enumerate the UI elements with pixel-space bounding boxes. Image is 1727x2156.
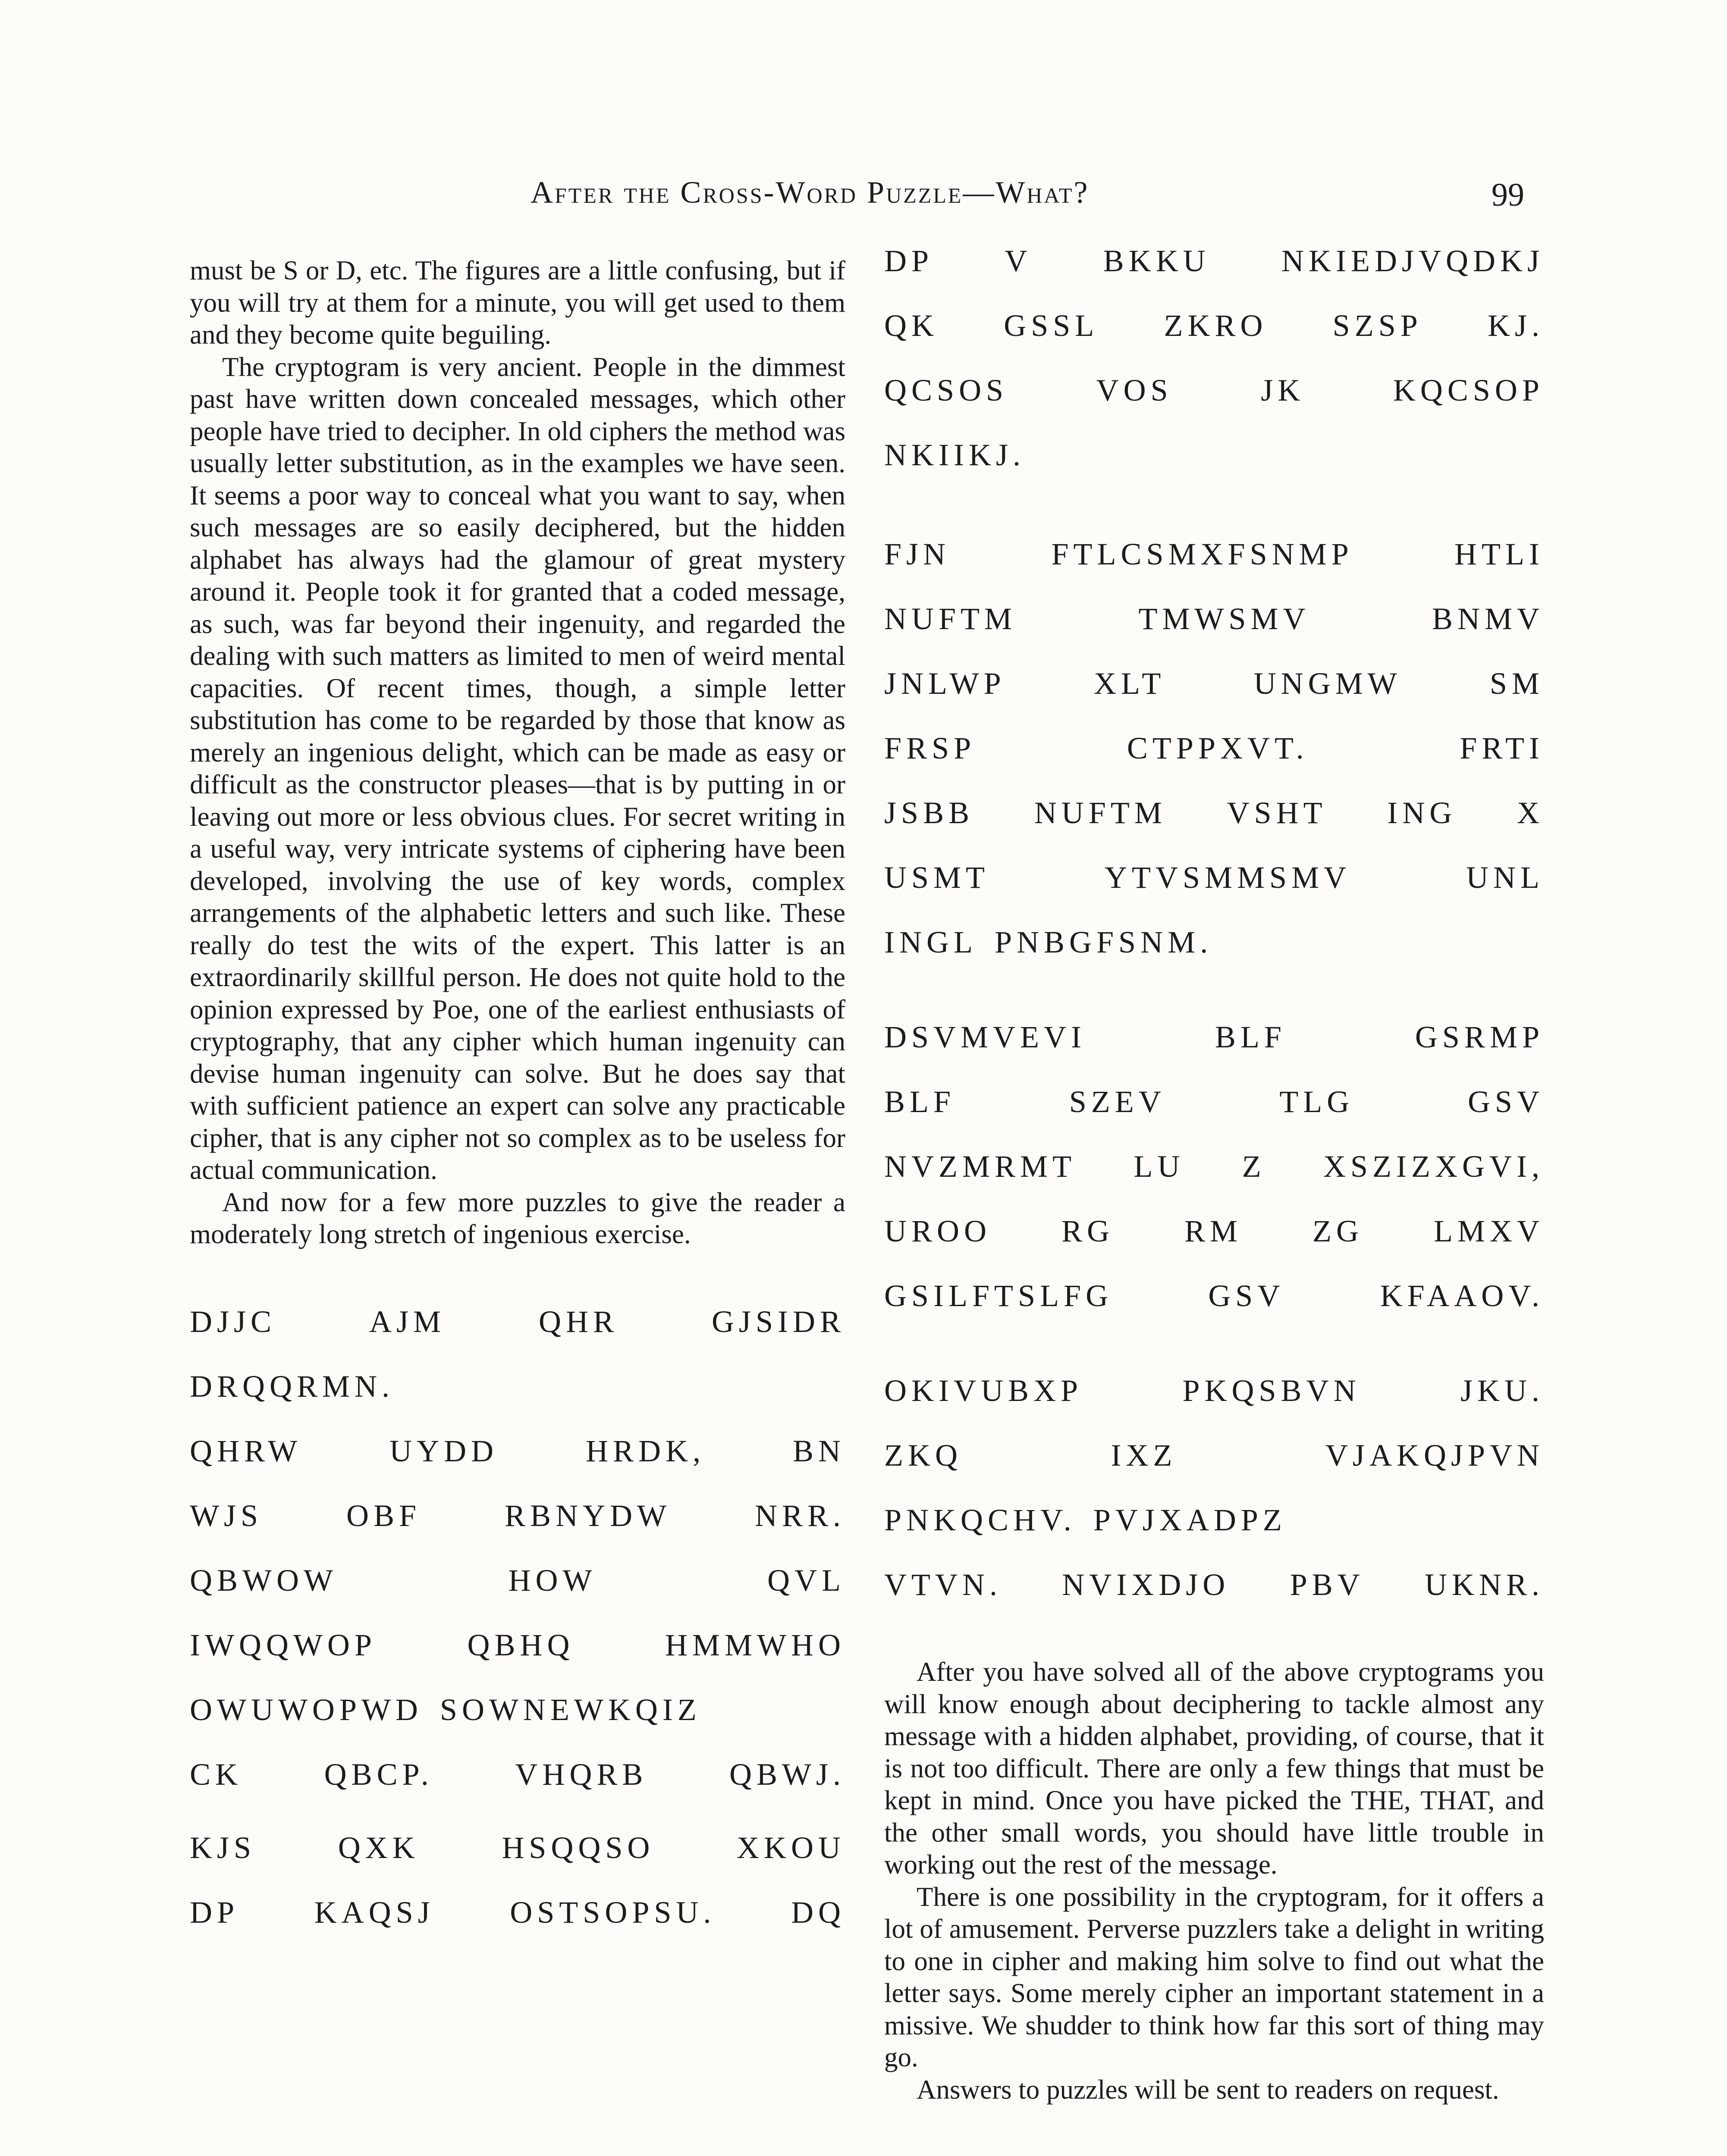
cipher-group: HOW: [508, 1563, 597, 1598]
cipher-group: QBHQ: [467, 1627, 575, 1662]
cipher-line: [884, 241, 1544, 306]
cipher-group: ZKRO: [1164, 308, 1268, 343]
cipher-group: GSSL: [1004, 308, 1099, 343]
cipher-line: [884, 1018, 1544, 1082]
cipher-line: [884, 1082, 1544, 1147]
cipher-group: NVZMRMT: [884, 1149, 1077, 1184]
cipher-line: [190, 1496, 845, 1561]
cipher-group: FTLCSMXFSNMP: [1051, 537, 1353, 571]
cipher-line: [884, 436, 1544, 500]
cipher-group: JK: [1261, 373, 1305, 407]
cipher-group: ZG: [1313, 1214, 1363, 1248]
cryptogram: [884, 535, 1544, 987]
paragraph: And now for a few more puzzles to give the reader a moderately long stretch of ingenious exercise.: [190, 1187, 845, 1249]
right-prose: [884, 1656, 1544, 2106]
cipher-group: BLF: [884, 1084, 956, 1119]
cipher-group: VOS: [1096, 373, 1173, 407]
cipher-group: VSHT: [1227, 796, 1327, 830]
cipher-line: [190, 1893, 845, 1958]
cipher-group: RG: [1061, 1214, 1115, 1248]
cipher-group: XKOU: [737, 1830, 845, 1865]
cipher-group: SOWNEWKQIZ: [440, 1692, 701, 1727]
cryptogram: [190, 1828, 845, 1958]
cipher-group: SZSP: [1332, 308, 1422, 343]
cipher-line: [190, 1690, 845, 1755]
paragraph: There is one possibility in the cryptogram, for it offers a lot of amusement. Perverse puzzlers take a delight in writing to one in cipher and making him solve to find out what the letter says. Some merely cipher an important statement in a missive. We shudder to think how far this sort of thing may go.: [884, 1881, 1544, 2072]
cipher-group: ZKQ: [884, 1438, 962, 1473]
cipher-group: OWUWOPWD: [190, 1692, 423, 1727]
cipher-line: [884, 1565, 1544, 1630]
cipher-group: HMMWHO: [665, 1627, 845, 1662]
cipher-line: [190, 1626, 845, 1690]
cipher-group: KJ.: [1487, 308, 1544, 343]
cipher-group: V: [1005, 244, 1032, 278]
cipher-line: [190, 1302, 845, 1367]
cipher-group: NKIIKJ.: [884, 438, 1025, 472]
cipher-group: IXZ: [1111, 1438, 1177, 1473]
cipher-line: [884, 729, 1544, 793]
cipher-group: SM: [1489, 666, 1544, 701]
cipher-group: XLT: [1093, 666, 1166, 701]
cipher-group: QHRW: [190, 1433, 302, 1468]
cipher-group: FRSP: [884, 731, 976, 765]
cipher-group: VJAKQJPVN: [1325, 1438, 1544, 1473]
cipher-group: IWQQWOP: [190, 1627, 377, 1662]
cipher-group: QCSOS: [884, 373, 1008, 407]
cipher-group: DSVMVEVI: [884, 1020, 1086, 1054]
cipher-group: BN: [792, 1433, 845, 1468]
cipher-group: CK: [190, 1757, 243, 1792]
cipher-group: UYDD: [389, 1433, 498, 1468]
cipher-group: LMXV: [1433, 1214, 1544, 1248]
cipher-group: XSZIZXGVI,: [1323, 1149, 1544, 1184]
cipher-group: GSILFTSLFG: [884, 1279, 1113, 1313]
cipher-group: QBWJ.: [729, 1757, 845, 1792]
cipher-group: NVIXDJO: [1062, 1567, 1230, 1602]
cryptogram: [884, 241, 1544, 500]
cipher-line: [884, 1371, 1544, 1436]
cipher-group: GSV: [1208, 1279, 1285, 1313]
cipher-group: WJS: [190, 1498, 263, 1533]
cipher-group: QVL: [767, 1563, 845, 1598]
cipher-group: Z: [1242, 1149, 1266, 1184]
cipher-line: [190, 1755, 845, 1820]
cipher-line: [884, 664, 1544, 729]
cipher-group: QXK: [338, 1830, 420, 1865]
cipher-line: [884, 1147, 1544, 1212]
cryptogram: [884, 1018, 1544, 1341]
cipher-group: BNMV: [1432, 602, 1544, 636]
cipher-group: NKIEDJVQDKJ: [1281, 244, 1544, 278]
cipher-line: [884, 1501, 1544, 1565]
cipher-group: KQCSOP: [1393, 373, 1544, 407]
cipher-group: UROO: [884, 1214, 992, 1248]
cipher-group: PNKQCHV.: [884, 1503, 1076, 1537]
cipher-group: UNL: [1466, 860, 1544, 895]
cipher-line: [190, 1367, 845, 1432]
cipher-group: BLF: [1215, 1020, 1286, 1054]
cipher-group: PKQSBVN: [1182, 1373, 1361, 1408]
cipher-group: X: [1517, 796, 1544, 830]
cipher-group: TLG: [1279, 1084, 1354, 1119]
cipher-group: JKU.: [1460, 1373, 1544, 1408]
cipher-group: GJSIDR: [711, 1304, 845, 1339]
cipher-group: PVJXADPZ: [1093, 1503, 1287, 1537]
cipher-group: HTLI: [1454, 537, 1544, 571]
left-prose: [190, 254, 845, 1250]
cipher-line: [884, 371, 1544, 436]
cipher-group: JNLWP: [884, 666, 1006, 701]
page-header: [0, 175, 1727, 222]
cryptogram: [884, 1371, 1544, 1630]
cipher-group: DQ: [791, 1895, 845, 1930]
running-title: After the Cross-Word Puzzle—What?: [531, 175, 1090, 210]
cipher-group: GSRMP: [1415, 1020, 1544, 1054]
cipher-group: CTPPXVT.: [1127, 731, 1309, 765]
cipher-group: VHQRB: [515, 1757, 648, 1792]
cipher-group: DJJC: [190, 1304, 276, 1339]
cipher-group: QK: [884, 308, 939, 343]
cipher-group: PBV: [1290, 1567, 1365, 1602]
right-column: [884, 241, 1544, 2106]
cipher-group: ING: [1387, 796, 1457, 830]
cipher-group: QHR: [538, 1304, 619, 1339]
paragraph: must be S or D, etc. The figures are a little confusing, but if you will try at them for a minute, you will get used to them and they become quite beguiling.: [190, 255, 845, 350]
cipher-group: KJS: [190, 1830, 256, 1865]
cipher-group: AJM: [369, 1304, 446, 1339]
cipher-group: UNGMW: [1253, 666, 1402, 701]
cipher-group: OKIVUBXP: [884, 1373, 1083, 1408]
paragraph: The cryptogram is very ancient. People in the dimmest past have written down concealed messages, which other people have tried to decipher. In old ciphers the method was usually letter substitution, as in the examples we have seen. It seems a poor way to conceal what you want to say, when such messages are so easily deciphered, but the hidden alphabet has always had the glamour of great mystery around it. People took it for granted that a coded message, as such, was far beyond their ingenuity, and regarded the dealing with such matters as limited to men of weird mental capacities. Of recent times, though, a simple letter substitution has come to be regarded by those that know as merely an ingenious delight, which can be made as easy or difficult as the constructor pleases—that is by putting in or leaving out more or less obvious clues. For secret writing in a useful way, very intricate systems of ciphering have been developed, involving the use of key words, complex arrangements of the alphabetic letters and such like. These really do test the wits of the expert. This latter is an extraordinarily skillful person. He does not quite hold to the opinion expressed by Poe, one of the earliest enthusiasts of cryptography, that any cipher which human ingenuity can devise human ingenuity can solve. But he does say that with sufficient patience an expert can solve any practicable cipher, that is any cipher not so complex as to be useless for actual communication.: [190, 351, 845, 1185]
cipher-group: KFAAOV.: [1380, 1279, 1544, 1313]
cipher-group: BKKU: [1103, 244, 1210, 278]
paragraph: Answers to puzzles will be sent to readers on request.: [917, 2074, 1499, 2105]
cipher-group: NRR.: [754, 1498, 845, 1533]
cipher-line: [884, 599, 1544, 664]
cipher-group: RBNYDW: [505, 1498, 671, 1533]
cipher-group: OSTSOPSU.: [510, 1895, 716, 1930]
cipher-group: DP: [190, 1895, 239, 1930]
cipher-group: SZEV: [1069, 1084, 1166, 1119]
cipher-line: [884, 1212, 1544, 1276]
cipher-group: DP: [884, 244, 934, 278]
cipher-line: [884, 306, 1544, 371]
cipher-group: HSQQSO: [502, 1830, 655, 1865]
cipher-group: INGL: [884, 925, 977, 959]
cipher-group: RM: [1184, 1214, 1243, 1248]
cipher-group: FRTI: [1460, 731, 1544, 765]
cipher-group: DRQQRMN.: [190, 1369, 395, 1404]
cipher-line: [884, 1276, 1544, 1341]
cipher-group: NUFTM: [884, 602, 1017, 636]
cipher-group: OBF: [346, 1498, 421, 1533]
cipher-group: VTVN.: [884, 1567, 1002, 1602]
cipher-group: PNBGFSNM.: [994, 925, 1213, 959]
cipher-group: LU: [1134, 1149, 1185, 1184]
cipher-group: NUFTM: [1034, 796, 1167, 830]
cipher-group: TMWSMV: [1138, 602, 1310, 636]
cipher-line: [884, 535, 1544, 599]
cipher-line: [884, 923, 1544, 987]
paragraph: After you have solved all of the above cryptograms you will know enough about deciphering to tackle almost any message with a hidden alphabet, providing, of course, that it is not too difficult. There are only a few things that must be kept in mind. Once you have picked the THE, THAT, and the other small words, you should have little trouble in working out the rest of the message.: [884, 1657, 1544, 1880]
cipher-line: [884, 793, 1544, 858]
cipher-group: KAQSJ: [314, 1895, 435, 1930]
cipher-group: QBWOW: [190, 1563, 338, 1598]
cipher-group: UKNR.: [1424, 1567, 1544, 1602]
cipher-line: [190, 1828, 845, 1893]
cipher-line: [884, 858, 1544, 923]
cipher-line: [190, 1432, 845, 1496]
cipher-group: QBCP.: [324, 1757, 433, 1792]
cipher-line: [190, 1561, 845, 1626]
cipher-group: JSBB: [884, 796, 974, 830]
cipher-group: YTVSMMSMV: [1104, 860, 1351, 895]
cipher-group: FJN: [884, 537, 951, 571]
cryptogram: [190, 1302, 845, 1820]
cipher-group: USMT: [884, 860, 990, 895]
cipher-line: [884, 1436, 1544, 1501]
left-column: [190, 254, 845, 1958]
cipher-group: HRDK,: [585, 1433, 705, 1468]
cipher-group: GSV: [1467, 1084, 1544, 1119]
page-number: 99: [1492, 177, 1524, 213]
